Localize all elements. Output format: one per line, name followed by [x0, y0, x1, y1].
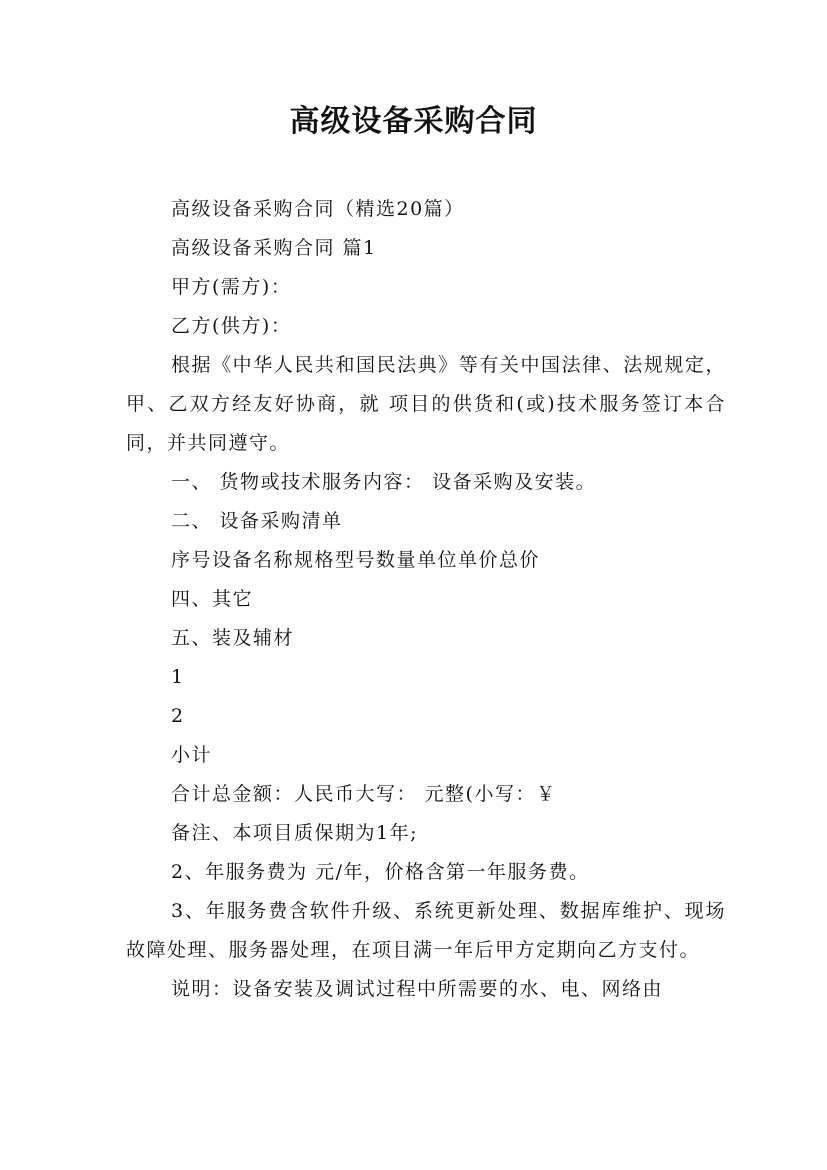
paragraph-total-amount: 合计总金额：人民币大写： 元整(小写：￥	[171, 783, 557, 805]
paragraph-table-header: 序号设备名称规格型号数量单位单价总价	[171, 549, 541, 571]
paragraph-subtitle: 高级设备采购合同（精选20篇）	[171, 198, 465, 220]
paragraph-preamble: 根据《中华人民共和国民法典》等有关中国法律、法规规定，甲、乙双方经友好协商，就 项目的供货和(或)技术服务签订本合同，并共同遵守。	[126, 354, 726, 454]
paragraph-clause-2: 二、 设备采购清单	[171, 510, 343, 532]
document-body	[126, 190, 726, 1009]
paragraph-service-scope: 3、年服务费含软件升级、系统更新处理、数据库维护、现场故障处理、服务器处理，在项目满一年后甲方定期向乙方支付。	[126, 900, 726, 961]
paragraph-party-a: 甲方(需方)：	[171, 276, 292, 298]
paragraph-section-heading: 高级设备采购合同 篇1	[171, 237, 377, 259]
paragraph-party-b: 乙方(供方)：	[171, 315, 292, 337]
document-title: 高级设备采购合同	[289, 104, 538, 139]
paragraph-clause-5: 五、装及辅材	[171, 627, 295, 649]
paragraph-item-1: 1	[171, 666, 185, 688]
paragraph-service-fee: 2、年服务费为 元/年，价格含第一年服务费。	[171, 861, 590, 883]
paragraph-item-2: 2	[171, 705, 185, 727]
paragraph-remark: 备注、本项目质保期为1年;	[171, 822, 418, 844]
paragraph-clause-4: 四、其它	[171, 588, 254, 610]
paragraph-note: 说明：设备安装及调试过程中所需要的水、电、网络由	[171, 978, 664, 1000]
paragraph-clause-1: 一、 货物或技术服务内容： 设备采购及安装。	[171, 471, 597, 493]
paragraph-subtotal: 小计	[171, 744, 213, 766]
